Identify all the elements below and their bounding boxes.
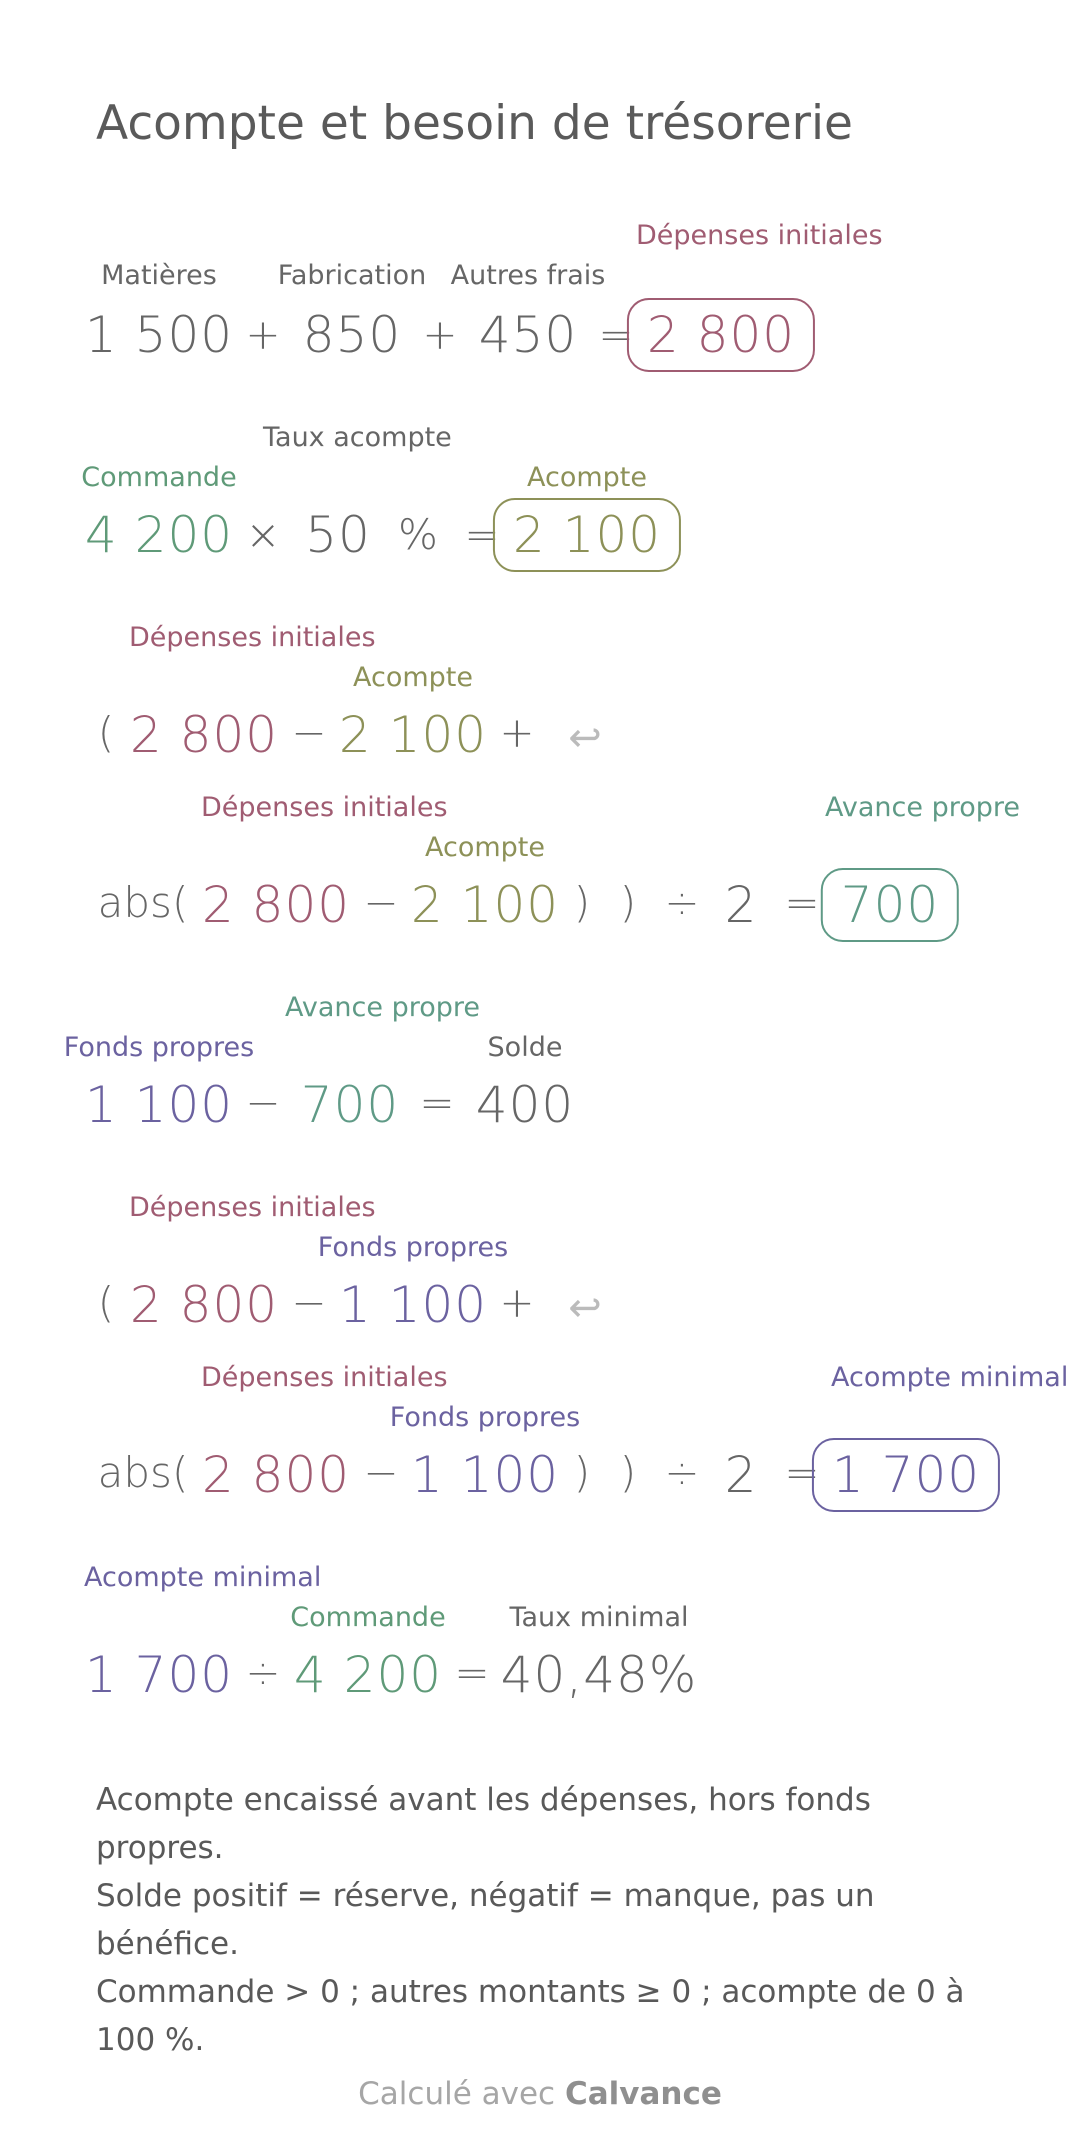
operator-close-paren: ) [573, 1448, 591, 1497]
operator-minus: − [291, 1278, 327, 1327]
value-fonds-propres[interactable]: 1 100 [84, 1076, 234, 1134]
label-depenses-initiales: Dépenses initiales [201, 792, 448, 823]
operator-plus: + [499, 708, 535, 757]
label-acompte: Acompte [353, 662, 473, 693]
value-acompte: 2 100 [410, 876, 560, 934]
operator-equals: = [419, 1078, 455, 1127]
value-depenses-initiales: 2 800 [129, 706, 279, 764]
operator-times: × [245, 510, 281, 559]
label-fonds-propres: Fonds propres [317, 1232, 509, 1263]
value-commande: 4 200 [293, 1646, 443, 1704]
value-solde: 400 [475, 1076, 575, 1134]
label-acompte-minimal: Acompte minimal [84, 1562, 322, 1593]
label-fonds-propres: Fonds propres [389, 1402, 581, 1433]
label-depenses-initiales: Dépenses initiales [129, 1192, 376, 1223]
value-fonds-propres: 1 100 [410, 1446, 560, 1504]
page-title: Acompte et besoin de trésorerie [96, 96, 853, 151]
result-avance-propre: 700 [821, 868, 959, 942]
operator-divide: ÷ [664, 1448, 700, 1497]
operator-divide: ÷ [245, 1648, 281, 1697]
operator-minus: − [363, 1448, 399, 1497]
operator-open-paren: ( [97, 1278, 115, 1327]
value-taux-minimal: 40,48% [500, 1646, 698, 1704]
continuation-icon: ↩ [568, 1285, 602, 1331]
value-depenses-initiales: 2 800 [129, 1276, 279, 1334]
label-matieres: Matières [101, 260, 217, 291]
label-acompte: Acompte [527, 462, 647, 493]
note-line: Acompte encaissé avant les dépenses, hors fonds propres. [96, 1782, 871, 1866]
label-acompte: Acompte [425, 832, 545, 863]
label-solde: Solde [487, 1032, 563, 1063]
operator-minus: − [245, 1078, 281, 1127]
function-abs: abs( [97, 1448, 189, 1497]
function-abs: abs( [97, 878, 189, 927]
label-fonds-propres: Fonds propres [63, 1032, 255, 1063]
footer [0, 2076, 1080, 2112]
label-avance-propre: Avance propre [825, 792, 1020, 823]
operator-percent: % [398, 510, 438, 559]
value-autres-frais[interactable]: 450 [478, 306, 578, 364]
result-depenses-initiales: 2 800 [627, 298, 815, 372]
label-depenses-initiales: Dépenses initiales [636, 220, 883, 251]
value-two: 2 [724, 1446, 758, 1504]
value-two: 2 [724, 876, 758, 934]
label-acompte-minimal: Acompte minimal [831, 1362, 1069, 1393]
result-acompte: 2 100 [493, 498, 681, 572]
value-commande[interactable]: 4 200 [84, 506, 234, 564]
label-commande: Commande [81, 462, 237, 493]
operator-equals: = [598, 310, 634, 359]
operator-equals: = [784, 1448, 820, 1497]
continuation-icon: ↩ [568, 715, 602, 761]
explanation-notes [96, 1776, 996, 2064]
footer-prefix: Calculé avec [358, 2076, 565, 2112]
operator-close-paren: ) [573, 878, 591, 927]
operator-minus: − [363, 878, 399, 927]
label-taux-minimal: Taux minimal [509, 1602, 689, 1633]
label-avance-propre: Avance propre [285, 992, 480, 1023]
result-acompte-minimal: 1 700 [812, 1438, 1000, 1512]
operator-equals: = [464, 510, 500, 559]
operator-close-paren: ) [619, 1448, 637, 1497]
value-taux-acompte[interactable]: 50 [305, 506, 371, 564]
value-matieres[interactable]: 1 500 [84, 306, 234, 364]
value-acompte-minimal: 1 700 [84, 1646, 234, 1704]
label-taux-acompte: Taux acompte [263, 422, 452, 453]
value-acompte: 2 100 [338, 706, 488, 764]
operator-equals: = [784, 878, 820, 927]
value-depenses-initiales: 2 800 [201, 1446, 351, 1504]
label-fabrication: Fabrication [277, 260, 427, 291]
operator-close-paren: ) [619, 878, 637, 927]
label-depenses-initiales: Dépenses initiales [129, 622, 376, 653]
value-fabrication[interactable]: 850 [302, 306, 402, 364]
footer-brand-link[interactable]: Calvance [564, 2076, 722, 2112]
operator-open-paren: ( [97, 708, 115, 757]
operator-plus: + [245, 310, 281, 359]
note-line: Commande > 0 ; autres montants ≥ 0 ; acompte de 0 à 100 %. [96, 1974, 965, 2058]
value-avance-propre: 700 [300, 1076, 400, 1134]
operator-divide: ÷ [664, 878, 700, 927]
label-autres-frais: Autres frais [450, 260, 606, 291]
label-depenses-initiales: Dépenses initiales [201, 1362, 448, 1393]
value-depenses-initiales: 2 800 [201, 876, 351, 934]
operator-minus: − [291, 708, 327, 757]
operator-equals: = [454, 1648, 490, 1697]
value-fonds-propres: 1 100 [338, 1276, 488, 1334]
note-line: Solde positif = réserve, négatif = manque, pas un bénéfice. [96, 1878, 875, 1962]
label-commande: Commande [290, 1602, 446, 1633]
operator-plus: + [422, 310, 458, 359]
operator-plus: + [499, 1278, 535, 1327]
